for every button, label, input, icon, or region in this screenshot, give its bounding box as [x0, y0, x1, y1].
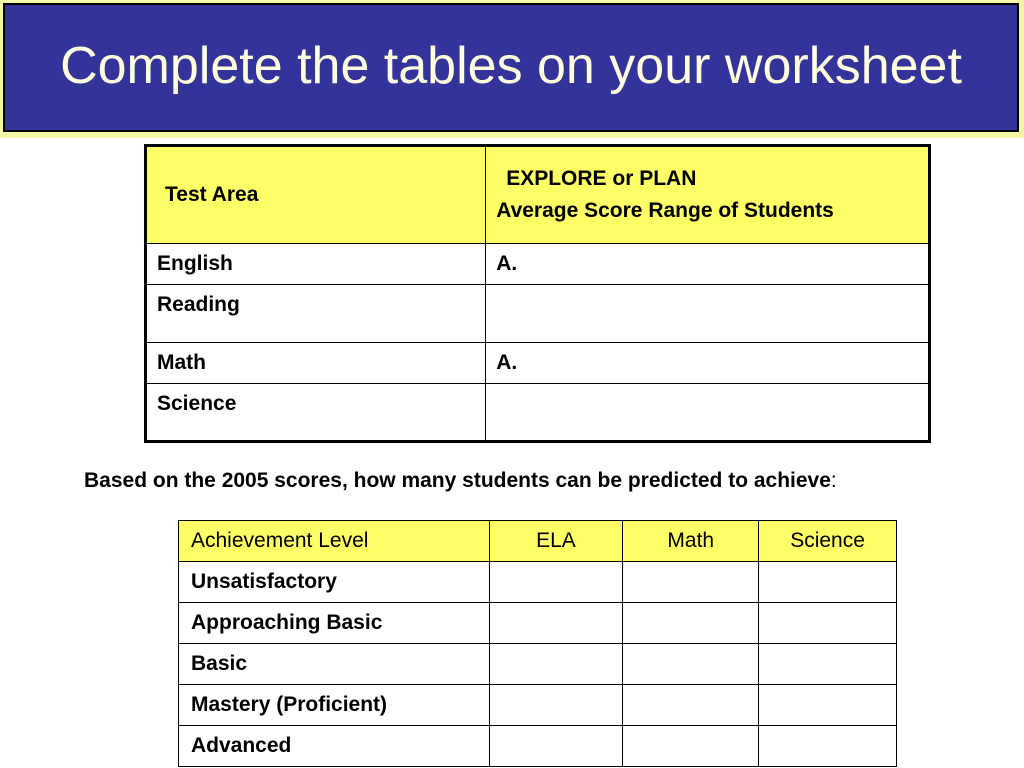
cell-level: Approaching Basic	[179, 603, 490, 644]
table-row	[179, 726, 897, 767]
table-row	[179, 562, 897, 603]
table-row	[179, 685, 897, 726]
cell-level: Mastery (Proficient)	[179, 685, 490, 726]
cell-math[interactable]	[623, 685, 759, 726]
cell-area: English	[146, 244, 486, 285]
cell-ela[interactable]	[489, 603, 623, 644]
header-math: Math	[623, 521, 759, 562]
question-body: Based on the 2005 scores, how many students can be predicted to achieve	[84, 469, 831, 492]
cell-science[interactable]	[759, 562, 897, 603]
cell-science[interactable]	[759, 726, 897, 767]
cell-ela[interactable]	[489, 685, 623, 726]
title-box	[3, 3, 1019, 132]
cell-score[interactable]	[486, 285, 930, 343]
table-row	[146, 285, 930, 343]
cell-area: Science	[146, 384, 486, 442]
cell-level: Unsatisfactory	[179, 562, 490, 603]
cell-math[interactable]	[623, 562, 759, 603]
cell-level: Basic	[179, 644, 490, 685]
cell-math[interactable]	[623, 603, 759, 644]
cell-science[interactable]	[759, 644, 897, 685]
cell-area: Reading	[146, 285, 486, 343]
title-banner	[0, 0, 1024, 138]
question-text	[84, 469, 837, 493]
table-row	[146, 343, 930, 384]
cell-score[interactable]	[486, 384, 930, 442]
achievement-table	[178, 520, 897, 767]
header-score-range	[486, 146, 930, 244]
header-test-area: Test Area	[146, 146, 486, 244]
header-score-line1: EXPLORE or PLAN	[506, 167, 697, 190]
table-row	[146, 384, 930, 442]
cell-science[interactable]	[759, 603, 897, 644]
cell-ela[interactable]	[489, 644, 623, 685]
table-row	[146, 244, 930, 285]
table-row	[179, 644, 897, 685]
test-score-table	[144, 144, 931, 443]
cell-score[interactable]: A.	[486, 244, 930, 285]
header-ela: ELA	[489, 521, 623, 562]
header-science: Science	[759, 521, 897, 562]
cell-math[interactable]	[623, 644, 759, 685]
cell-level: Advanced	[179, 726, 490, 767]
header-score-line2: Average Score Range of Students	[496, 199, 834, 222]
table-header-row	[146, 146, 930, 244]
cell-area: Math	[146, 343, 486, 384]
cell-science[interactable]	[759, 685, 897, 726]
table-row	[179, 603, 897, 644]
cell-score[interactable]: A.	[486, 343, 930, 384]
cell-ela[interactable]	[489, 562, 623, 603]
header-achievement-level: Achievement Level	[179, 521, 490, 562]
cell-ela[interactable]	[489, 726, 623, 767]
page-title: Complete the tables on your worksheet	[60, 36, 962, 95]
table-header-row	[179, 521, 897, 562]
cell-math[interactable]	[623, 726, 759, 767]
question-colon: :	[830, 469, 837, 492]
